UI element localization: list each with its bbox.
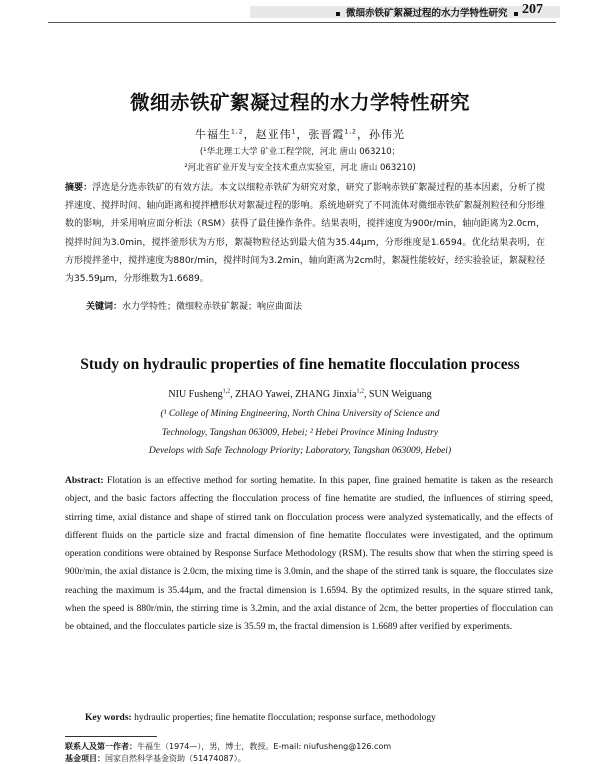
chinese-title: 微细赤铁矿絮凝过程的水力学特性研究 bbox=[129, 91, 470, 114]
author-name: 牛福生 bbox=[195, 128, 232, 141]
chinese-abstract bbox=[65, 179, 545, 288]
footnote-fund-label: 基金项目： bbox=[65, 754, 105, 763]
english-keywords-label: Key words: bbox=[85, 713, 132, 723]
footnote-author-label: 联系人及第一作者： bbox=[65, 742, 137, 751]
english-abstract-text: Flotation is an effective method for sorting hematite. In this paper, fine grained hematite is taken as the research object, and the basic factors affecting the flocculation process of fine hematite are studied, the influences of stirring speed, stirring time, axial distance and shape of stirred tank on flocculation process were analyzed systematically, and the effects of different fluids on the particle size and fractal dimension of fine hematite flocculates were investigated, and the optimum operation conditions were obtained by Response Surface Methodology (RSM). The results show that when the stirring speed is 900r/min, the axial distance is 2.0cm, the mixing time is 3.0min, and the shape of the stirred tank is square, the flocculates size reaching the maximum is 35.44μm, and the fractal dimension is 1.6594. By the optimized results, in the square stirred tank, when the speed is 880r/min, the stirring time is 3.2min, and the axial distance of 2cm, the better properties of flocculation can be obtained, and the flocculates particle size is 35.59 m, the fractal dimension is 1.6689 after verified by experiments. bbox=[65, 476, 554, 633]
footnote-fund bbox=[65, 753, 555, 764]
running-title-text: 微细赤铁矿絮凝过程的水力学特性研究 bbox=[346, 8, 508, 19]
english-authors: NIU Fusheng$^{1,2}$, ZHAO Yawei, ZHANG Jinxia$^{1,2}$, SUN Weiguang bbox=[168, 388, 432, 400]
chinese-keywords-text: 水力学特性；微细粒赤铁矿絮凝；响应曲面法 bbox=[122, 302, 303, 312]
english-affiliation-2: Technology, Tangshan 063009, Hebei; ² Hebei Province Mining Industry bbox=[161, 428, 439, 438]
author-affiliation-mark: 1,2 bbox=[356, 388, 364, 395]
english-keywords-text: hydraulic properties; fine hematite flocculation; response surface, methodology bbox=[134, 713, 436, 723]
footnote-author bbox=[65, 741, 555, 752]
english-abstract-label: Abstract: bbox=[65, 476, 104, 486]
author-name: NIU Fusheng bbox=[168, 389, 223, 400]
chinese-abstract-text: 浮选是分选赤铁矿的有效方法。本文以细粒赤铁矿为研究对象，研究了影响赤铁矿絮凝过程的基本因素，分析了搅拌速度、搅拌时间、轴向距离和搅拌槽形状对絮凝过程的影响。系统地研究了不同流体对微细赤铁矿絮凝剂粒径和分形维数的影响，并采用响应面分析法（RSM）获得了最佳操作条件。结果表明，搅拌速度为900r/min，轴向距离为2.0cm，搅拌时间为3.0min，搅拌釜形状为方形，絮凝物粒径达到最大值为35.44μm，分形维度是1.6594。优化结果表明，在方形搅拌釜中，搅拌速度为880r/min，搅拌时间为3.2min，轴向距离为2cm时，絮凝性能较好，经实验验证，絮凝粒径为35.59μm，分形维数为1.6689。 bbox=[65, 183, 545, 285]
chinese-abstract-label: 摘要： bbox=[65, 183, 93, 193]
english-keywords bbox=[85, 713, 553, 723]
chinese-keywords bbox=[86, 299, 546, 312]
author-affiliation-mark: 1,2 bbox=[344, 128, 357, 136]
chinese-affiliation-1: (¹华北理工大学 矿业工程学院，河北 唐山 063210； bbox=[199, 147, 401, 157]
footnote-fund-text: 国家自然科学基金资助（51474087）。 bbox=[105, 754, 246, 763]
chinese-authors: 牛福生$^{1,2}$，赵亚伟$^1$，张晋霞$^{1,2}$，孙伟光 bbox=[195, 128, 405, 141]
author-affiliation-mark: 1,2 bbox=[222, 388, 231, 395]
author-name: ZHANG Jinxia bbox=[295, 389, 357, 400]
bullet-icon bbox=[514, 12, 518, 16]
page-number: 207 bbox=[522, 2, 543, 17]
english-affiliation-1: (¹ College of Mining Engineering, North China University of Science and bbox=[160, 409, 440, 419]
english-abstract bbox=[65, 472, 553, 637]
author-name: 孙伟光 bbox=[368, 128, 405, 141]
footnote-author-text: 牛福生（1974—），男，博士，教授。E-mail: niufusheng@126.com bbox=[137, 742, 392, 751]
author-name: 赵亚伟 bbox=[255, 128, 292, 141]
running-title bbox=[330, 5, 524, 19]
author-name: 张晋霞 bbox=[308, 128, 345, 141]
chinese-keywords-label: 关键词： bbox=[86, 302, 123, 312]
author-affiliation-mark: 1,2 bbox=[231, 128, 244, 136]
running-header bbox=[0, 0, 600, 22]
header-rule bbox=[48, 22, 556, 23]
author-affiliation-mark: 1 bbox=[291, 128, 297, 136]
english-title: Study on hydraulic properties of fine hematite flocculation process bbox=[80, 356, 520, 373]
english-affiliation-3: Develops with Safe Technology Priority; Laboratory, Tangshan 063009, Hebei) bbox=[148, 446, 452, 456]
author-name: ZHAO Yawei bbox=[235, 389, 291, 400]
chinese-affiliation-2: ²河北省矿业开发与安全技术重点实验室，河北 唐山 063210) bbox=[184, 163, 416, 173]
footnote-rule bbox=[65, 736, 157, 737]
author-name: SUN Weiguang bbox=[368, 389, 432, 400]
bullet-icon bbox=[336, 12, 340, 16]
